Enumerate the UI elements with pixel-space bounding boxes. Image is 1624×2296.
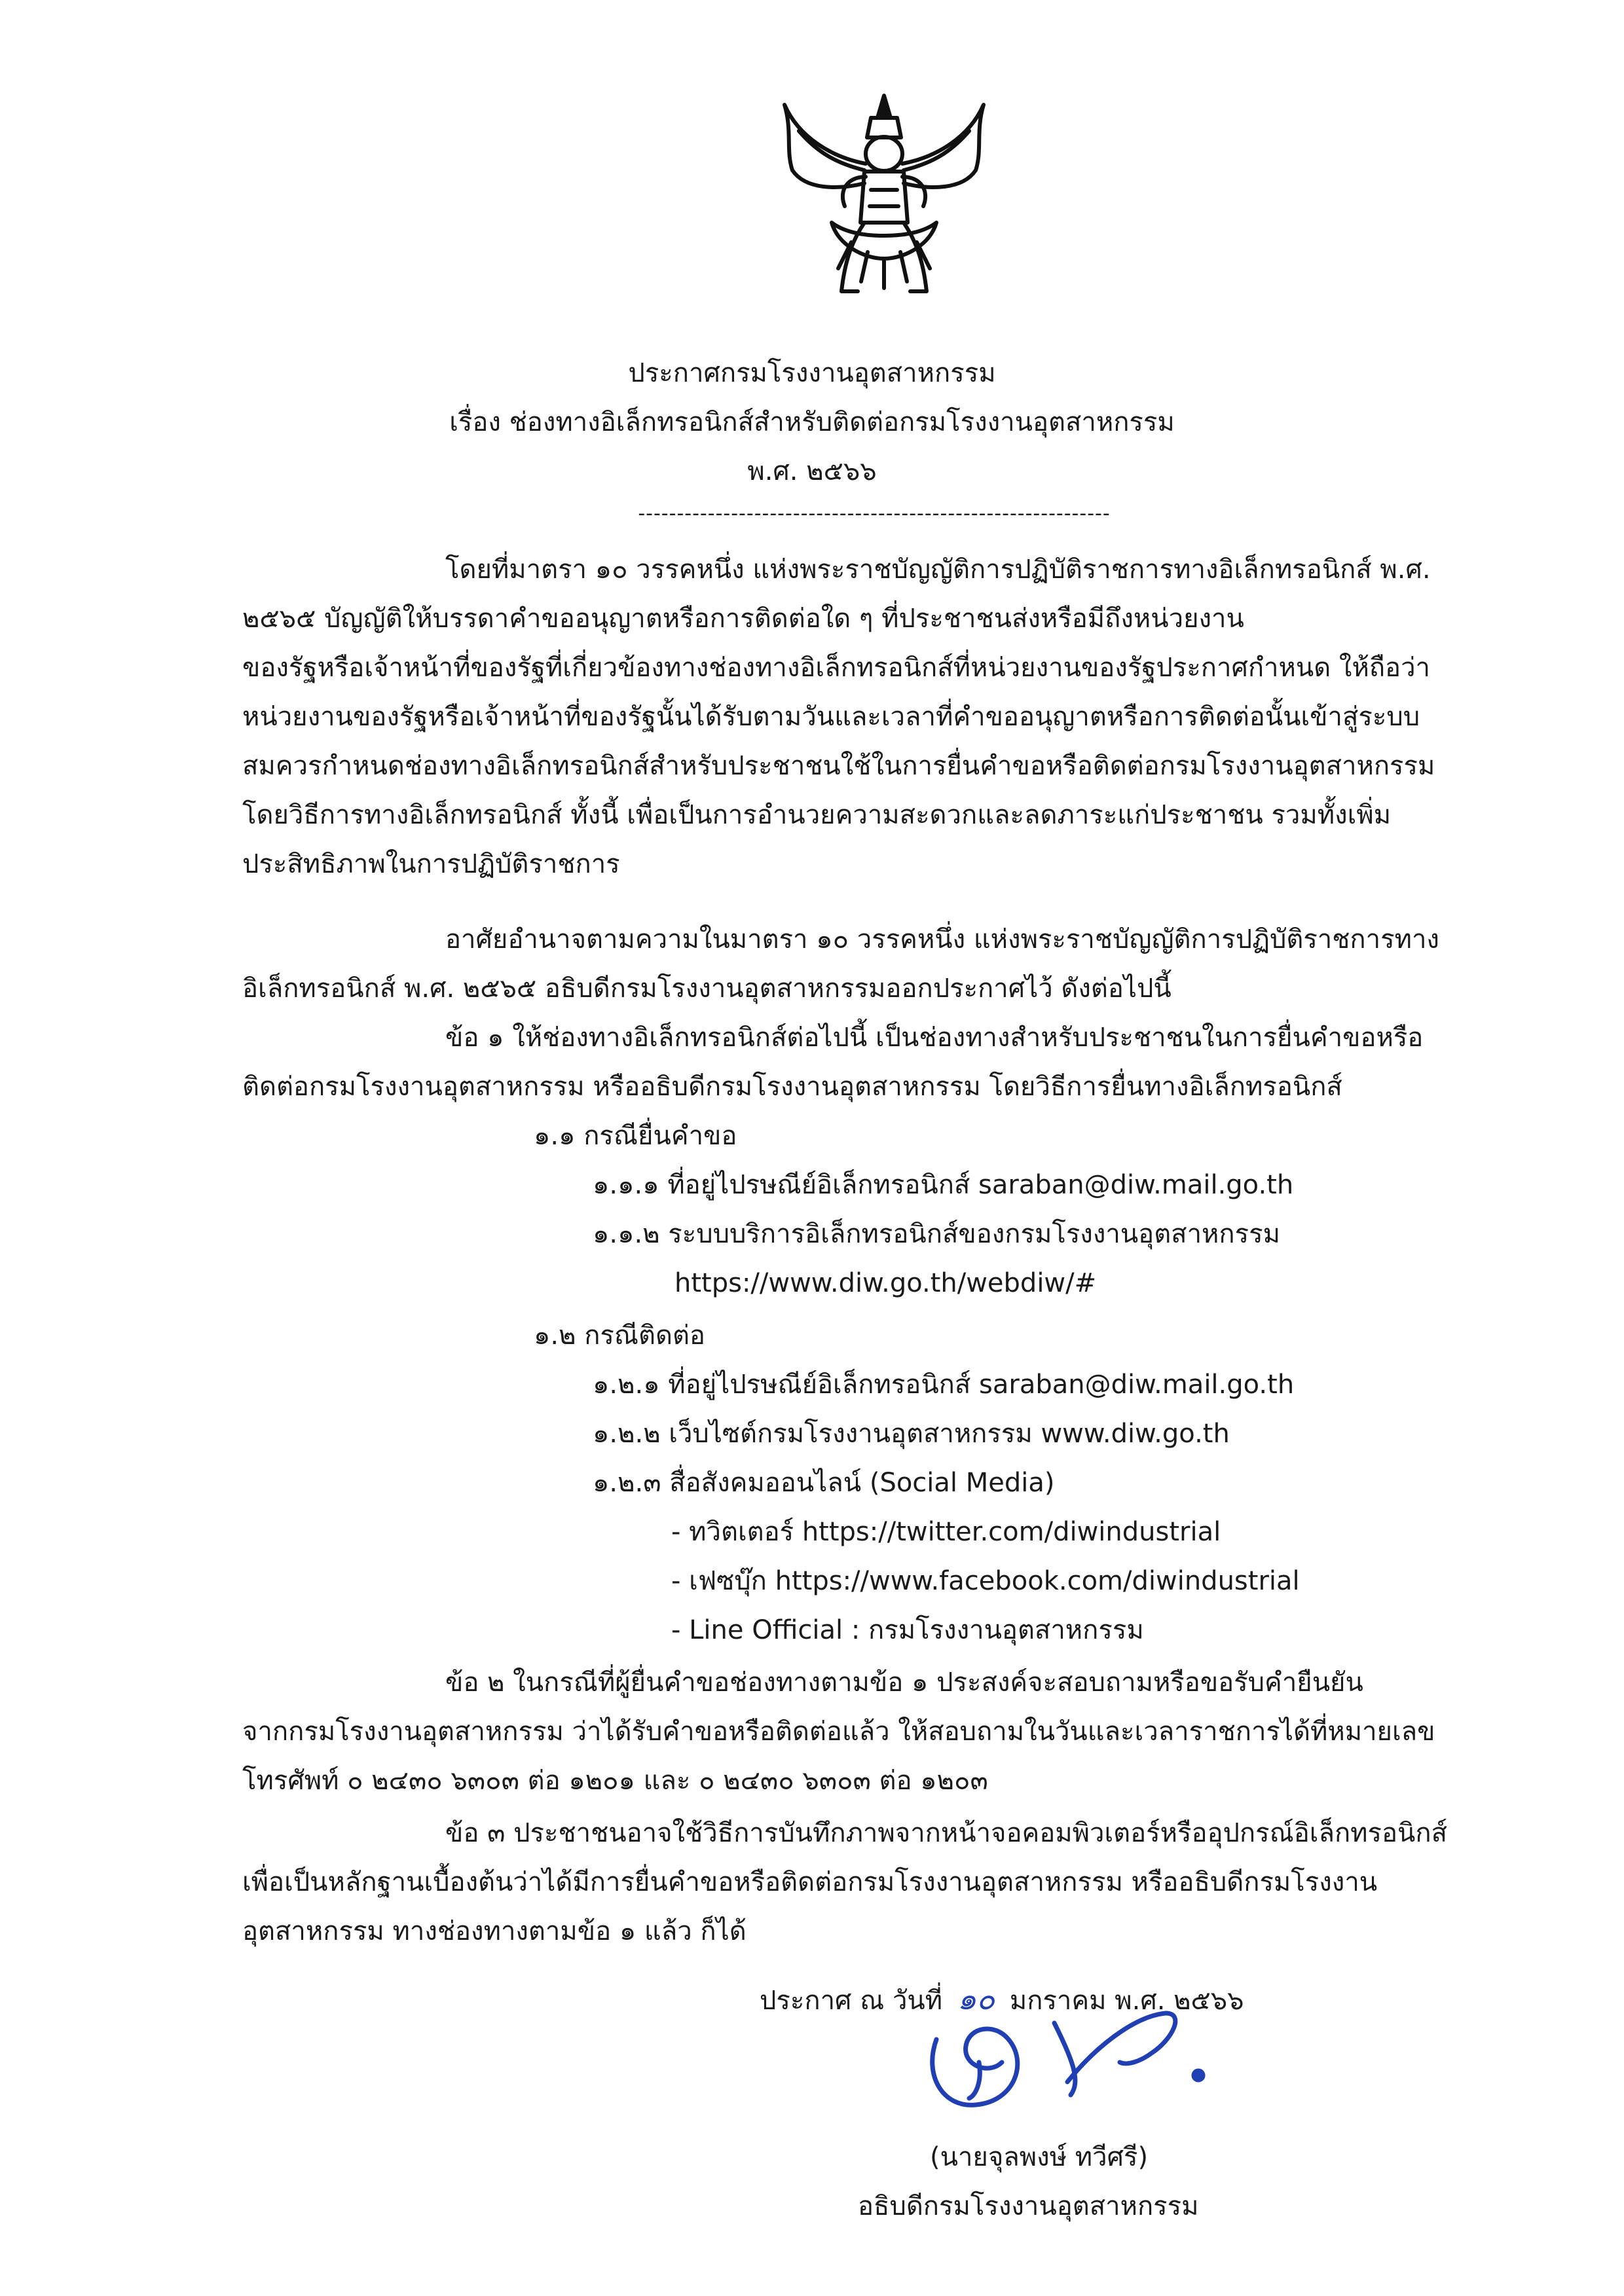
para1-line: ของรัฐหรือเจ้าหน้าที่ของรัฐที่เกี่ยวข้องทางช่องทางอิเล็กทรอนิกส์ที่หน่วยงานของรัฐประกาศกำหนด ให้ถือว่า <box>242 653 1430 683</box>
clause2-line: ข้อ ๒ ในกรณีที่ผู้ยื่นคำขอช่องทางตามข้อ ๑ ประสงค์จะสอบถามหรือขอรับคำยืนยัน <box>445 1667 1363 1698</box>
handwritten-signature <box>910 1977 1251 2128</box>
para1-line: โดยที่มาตรา ๑๐ วรรคหนึ่ง แห่งพระราชบัญญัติการปฏิบัติราชการทางอิเล็กทรอนิกส์ พ.ศ. <box>445 555 1431 585</box>
social-twitter: - ทวิตเตอร์ https://twitter.com/diwindustrial <box>671 1517 1221 1547</box>
para1-line: หน่วยงานของรัฐหรือเจ้าหน้าที่ของรัฐนั้นได้รับตามวันและเวลาที่คำขออนุญาตหรือการติดต่อนั้นเข้าสู่ระบบ <box>242 702 1420 732</box>
clause3-line: เพื่อเป็นหลักฐานเบื้องต้นว่าได้มีการยื่นคำขอหรือติดต่อกรมโรงงานอุตสาหกรรม หรืออธิบดีกรมโรงงาน <box>242 1867 1378 1897</box>
clause1-line: ข้อ ๑ ให้ช่องทางอิเล็กทรอนิกส์ต่อไปนี้ เป็นช่องทางสำหรับประชาชนในการยื่นคำขอหรือ <box>445 1023 1424 1053</box>
list-item-1-2-2: ๑.๒.๒ เว็บไซต์กรมโรงงานอุตสาหกรรม www.diw.go.th <box>593 1419 1230 1449</box>
clause3-line: ข้อ ๓ ประชาชนอาจใช้วิธีการบันทึกภาพจากหน้าจอคอมพิวเตอร์หรืออุปกรณ์อิเล็กทรอนิกส์ <box>445 1818 1448 1848</box>
clause3-line: อุตสาหกรรม ทางช่องทางตามข้อ ๑ แล้ว ก็ได้ <box>242 1916 747 1946</box>
list-item-1-1: ๑.๑ กรณียื่นคำขอ <box>534 1121 737 1151</box>
garuda-emblem-icon <box>773 92 995 308</box>
list-item-1-1-1: ๑.๑.๑ ที่อยู่ไปรษณีย์อิเล็กทรอนิกส์ saraban@diw.mail.go.th <box>593 1170 1294 1200</box>
para2-line: อาศัยอำนาจตามความในมาตรา ๑๐ วรรคหนึ่ง แห่งพระราชบัญญัติการปฏิบัติราชการทาง <box>445 924 1439 955</box>
list-item-1-2-3: ๑.๒.๓ สื่อสังคมออนไลน์ (Social Media) <box>593 1468 1055 1498</box>
signer-title: อธิบดีกรมโรงงานอุตสาหกรรม <box>858 2191 1199 2221</box>
para1-line: สมควรกำหนดช่องทางอิเล็กทรอนิกส์สำหรับประชาชนใช้ในการยื่นคำขอหรือติดต่อกรมโรงงานอุตสาหกรรม <box>242 751 1435 781</box>
para1-line: โดยวิธีการทางอิเล็กทรอนิกส์ ทั้งนี้ เพื่อเป็นการอำนวยความสะดวกและลดภาระแก่ประชาชน รวมทั้งเพิ่ม <box>242 800 1392 830</box>
signer-name: (นายจุลพงษ์ ทวีศรี) <box>930 2142 1149 2172</box>
announced-prefix: ประกาศ ณ วันที่ <box>760 1986 943 2016</box>
social-facebook: - เฟซบุ๊ก https://www.facebook.com/diwindustrial <box>671 1566 1300 1596</box>
document-subject: เรื่อง ช่องทางอิเล็กทรอนิกส์สำหรับติดต่อกรมโรงงานอุตสาหกรรม <box>449 407 1175 437</box>
para1-line: ประสิทธิภาพในการปฏิบัติราชการ <box>242 849 620 879</box>
social-line: - Line Official : กรมโรงงานอุตสาหกรรม <box>671 1615 1144 1645</box>
document-year: พ.ศ. ๒๕๖๖ <box>747 456 877 486</box>
clause2-line: จากกรมโรงงานอุตสาหกรรม ว่าได้รับคำขอหรือติดต่อแล้ว ให้สอบถามในวันและเวลาราชการได้ที่หมายเลข <box>242 1717 1435 1747</box>
document-title: ประกาศกรมโรงงานอุตสาหกรรม <box>628 358 996 388</box>
service-url: https://www.diw.go.th/webdiw/# <box>674 1268 1097 1298</box>
header-rule: ------------------------------------------------------------- <box>638 504 1111 524</box>
list-item-1-2-1: ๑.๒.๑ ที่อยู่ไปรษณีย์อิเล็กทรอนิกส์ saraban@diw.mail.go.th <box>593 1370 1295 1400</box>
announced-suffix: มกราคม พ.ศ. ๒๕๖๖ <box>1009 1986 1244 2016</box>
handwritten-day: ๑๐ <box>957 1981 995 2016</box>
para2-line: อิเล็กทรอนิกส์ พ.ศ. ๒๕๖๕ อธิบดีกรมโรงงานอุตสาหกรรมออกประกาศไว้ ดังต่อไปนี้ <box>242 974 1172 1004</box>
clause1-line: ติดต่อกรมโรงงานอุตสาหกรรม หรืออธิบดีกรมโรงงานอุตสาหกรรม โดยวิธีการยื่นทางอิเล็กทรอนิกส์ <box>242 1072 1342 1102</box>
para1-line: ๒๕๖๕ บัญญัติให้บรรดาคำขออนุญาตหรือการติดต่อใด ๆ ที่ประชาชนส่งหรือมีถึงหน่วยงาน <box>242 604 1244 634</box>
clause2-line: โทรศัพท์ ๐ ๒๔๓๐ ๖๓๐๓ ต่อ ๑๒๐๑ และ ๐ ๒๔๓๐ ๖๓๐๓ ต่อ ๑๒๐๓ <box>242 1766 988 1796</box>
list-item-1-2: ๑.๒ กรณีติดต่อ <box>534 1321 705 1351</box>
list-item-1-1-2: ๑.๑.๒ ระบบบริการอิเล็กทรอนิกส์ของกรมโรงงานอุตสาหกรรม <box>593 1219 1280 1249</box>
